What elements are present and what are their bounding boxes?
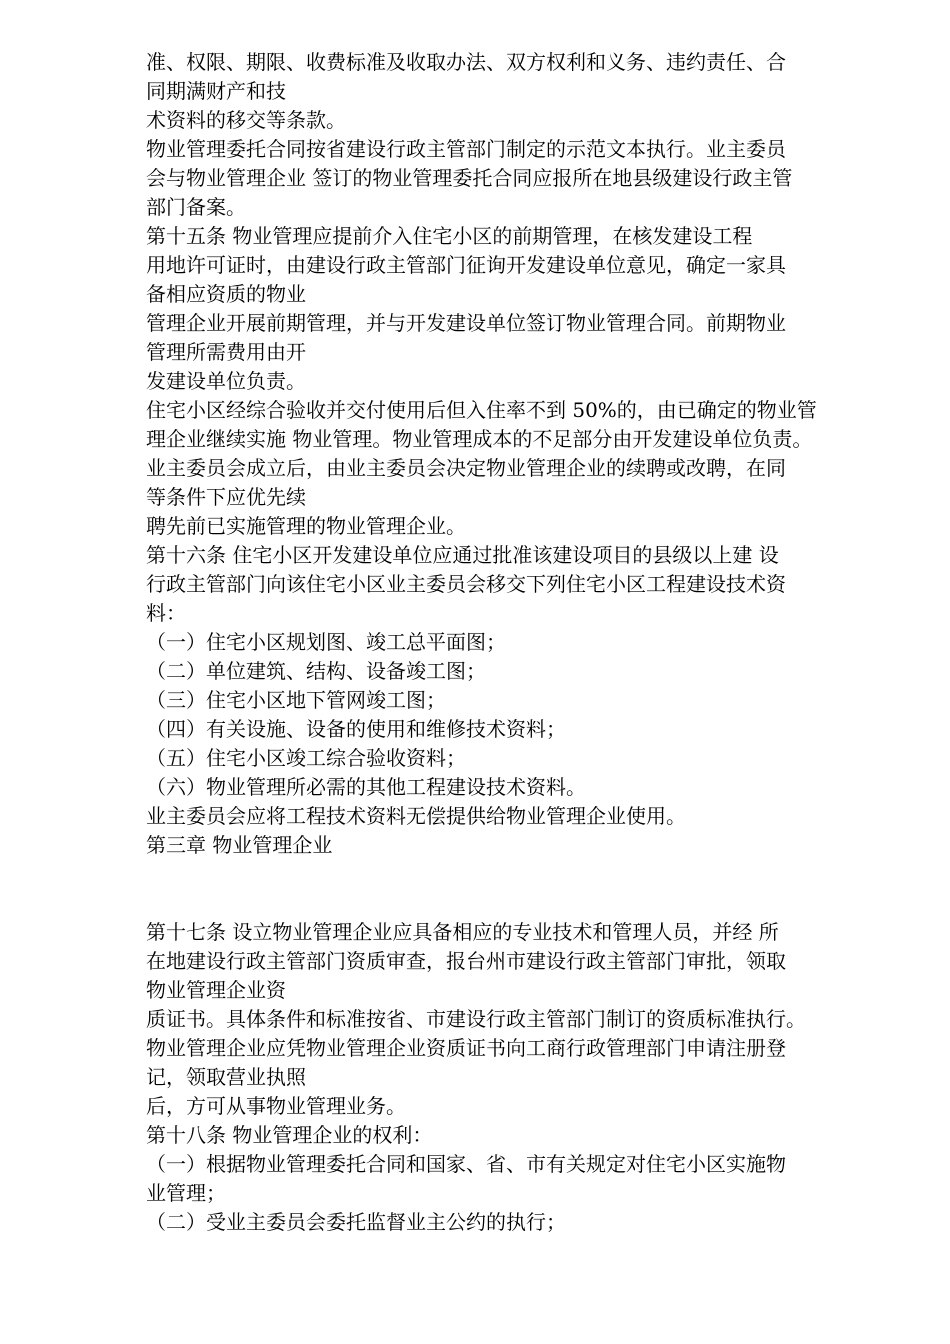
text-line: （一）根据物业管理委托合同和国家、省、市有关规定对住宅小区实施物 — [146, 1152, 786, 1176]
text-line: 部门备案。 — [146, 195, 246, 219]
text-line: 管理企业开展前期管理，并与开发建设单位签订物业管理合同。前期物业 — [146, 311, 786, 335]
section-gap — [146, 860, 886, 918]
text-line: 记，领取营业执照 — [146, 1065, 306, 1089]
text-line: 行政主管部门向该住宅小区业主委员会移交下列住宅小区工程建设技术资 — [146, 572, 786, 596]
text-line: 等条件下应优先续 — [146, 485, 306, 509]
text-line: 理企业继续实施 物业管理。物业管理成本的不足部分由开发建设单位负责。 — [146, 427, 813, 451]
text-line: （三）住宅小区地下管网竣工图； — [146, 688, 446, 712]
text-line: （二）单位建筑、结构、设备竣工图； — [146, 659, 486, 683]
text-line: 业管理； — [146, 1181, 226, 1205]
text-line: （一）住宅小区规划图、竣工总平面图； — [146, 630, 506, 654]
text-line: （六）物业管理所必需的其他工程建设技术资料。 — [146, 775, 586, 799]
text-line: （四）有关设施、设备的使用和维修技术资料； — [146, 717, 566, 741]
text-line: 管理所需费用由开 — [146, 340, 306, 364]
text-line: 会与物业管理企业 签订的物业管理委托合同应报所在地县级建设行政主管 — [146, 166, 793, 190]
text-line: 业主委员会成立后，由业主委员会决定物业管理企业的续聘或改聘，在同 — [146, 456, 786, 480]
text-line: 业主委员会应将工程技术资料无偿提供给物业管理企业使用。 — [146, 804, 686, 828]
text-line: 在地建设行政主管部门资质审查，报台州市建设行政主管部门审批，领取 — [146, 949, 786, 973]
text-line: 同期满财产和技 — [146, 79, 286, 103]
document-body-part-2 — [146, 918, 886, 1237]
text-line: 聘先前已实施管理的物业管理企业。 — [146, 514, 466, 538]
text-line: 物业管理企业应凭物业管理企业资质证书向工商行政管理部门申请注册登 — [146, 1036, 786, 1060]
text-line: （五）住宅小区竣工综合验收资料； — [146, 746, 466, 770]
text-line: 第十六条 住宅小区开发建设单位应通过批准该建设项目的县级以上建 设 — [146, 543, 779, 567]
text-line: 料： — [146, 601, 186, 625]
text-line: （二）受业主委员会委托监督业主公约的执行； — [146, 1210, 566, 1234]
text-line: 备相应资质的物业 — [146, 282, 306, 306]
text-line: 第十五条 物业管理应提前介入住宅小区的前期管理，在核发建设工程 — [146, 224, 753, 248]
text-line: 第十八条 物业管理企业的权利： — [146, 1123, 433, 1147]
text-line: 准、权限、期限、收费标准及收取办法、双方权利和义务、违约责任、合 — [146, 50, 786, 74]
text-line: 住宅小区经综合验收并交付使用后但入住率不到 50%的，由已确定的物业管 — [146, 398, 817, 422]
text-line: 物业管理企业资 — [146, 978, 286, 1002]
text-line: 物业管理委托合同按省建设行政主管部门制定的示范文本执行。业主委员 — [146, 137, 786, 161]
document-body-part-1 — [146, 48, 886, 860]
text-line: 术资料的移交等条款。 — [146, 108, 346, 132]
text-line: 第三章 物业管理企业 — [146, 833, 333, 857]
text-line: 用地许可证时，由建设行政主管部门征询开发建设单位意见，确定一家具 — [146, 253, 786, 277]
text-line: 第十七条 设立物业管理企业应具备相应的专业技术和管理人员，并经 所 — [146, 920, 779, 944]
text-line: 后，方可从事物业管理业务。 — [146, 1094, 406, 1118]
text-line: 发建设单位负责。 — [146, 369, 306, 393]
document-page — [146, 48, 886, 1237]
text-line: 质证书。具体条件和标准按省、市建设行政主管部门制订的资质标准执行。 — [146, 1007, 806, 1031]
